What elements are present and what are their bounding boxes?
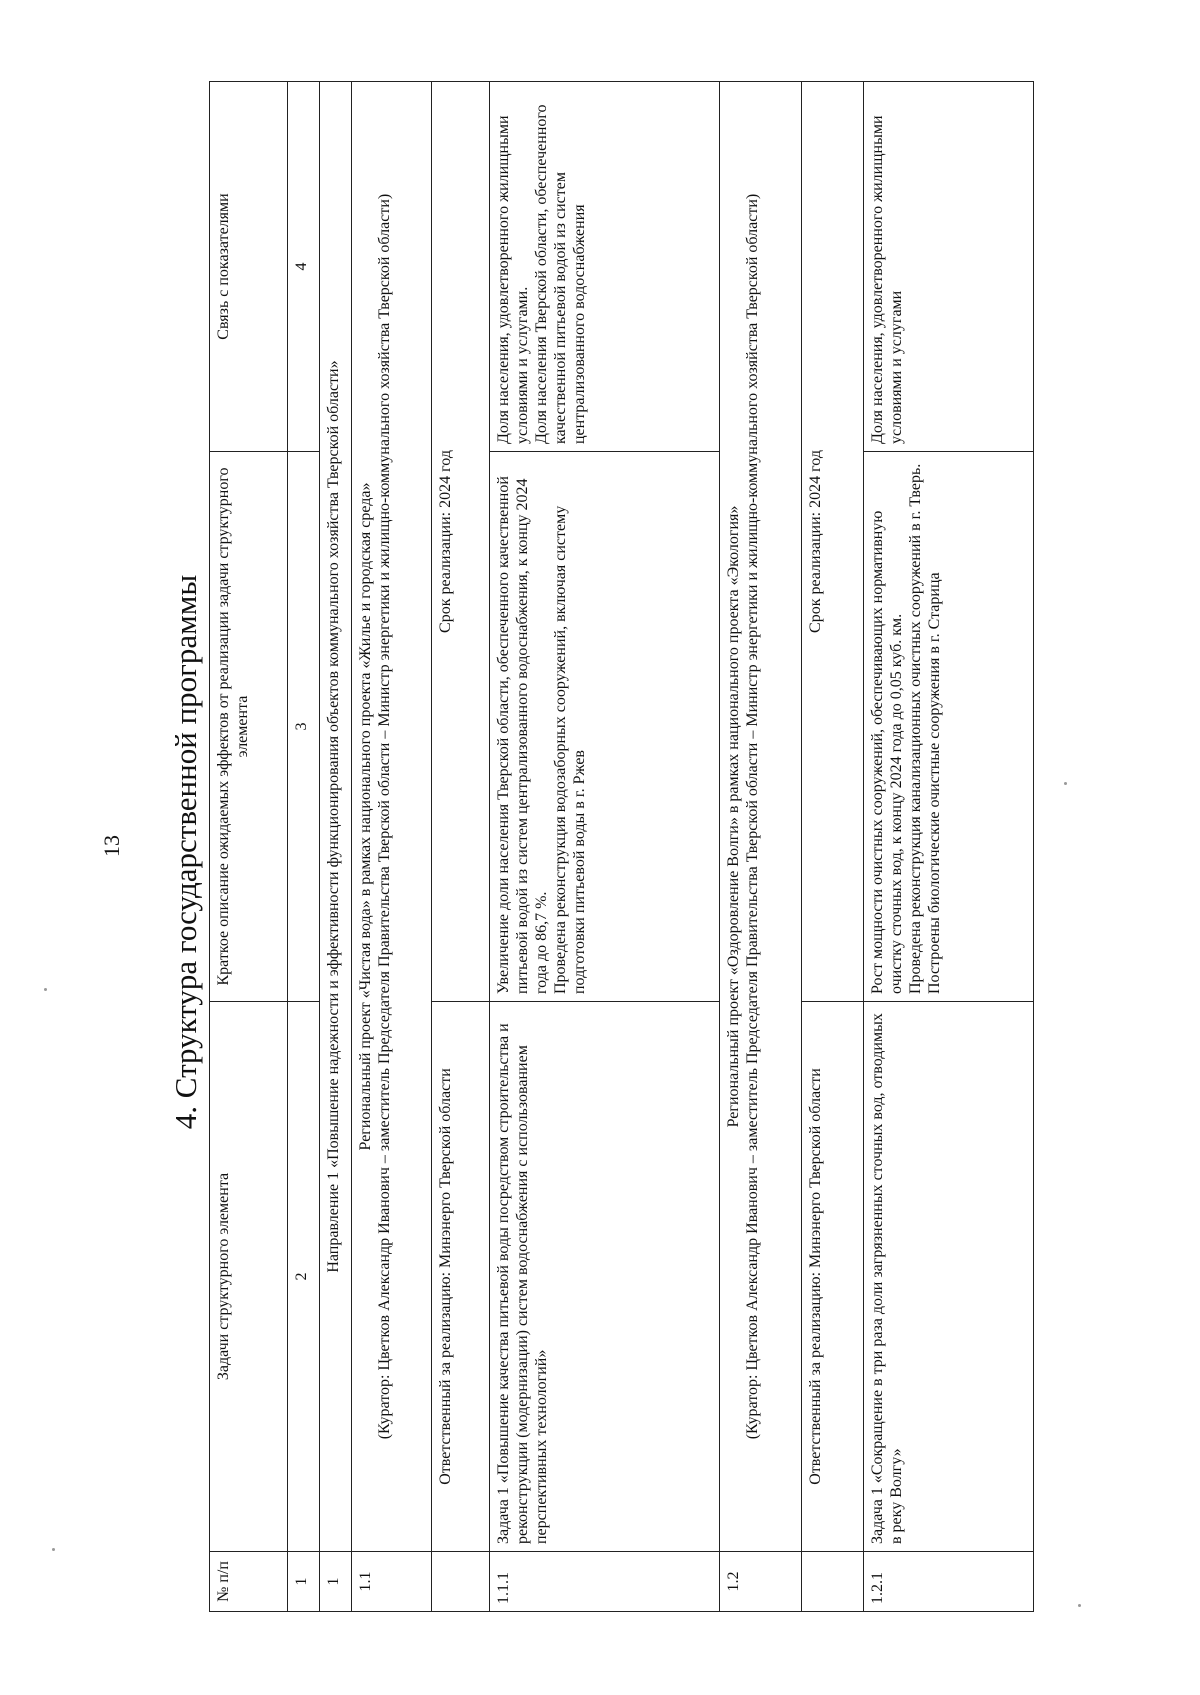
structure-table-rotated	[209, 82, 1041, 1612]
task-1-2-1-links	[864, 82, 1034, 452]
direction-text: Направление 1 «Повышение надежности и эффективности функционирования объектов коммунального хозяйства Тверской области»	[320, 82, 352, 1552]
project-2-responsible: Ответственный за реализацию: Минэнерго Тверской области	[802, 1002, 864, 1552]
task-1-1-1-effect-1: Увеличение доли населения Тверской области, обеспеченного качественной питьевой водой из систем централизованного водоснабжения, к концу 2024 года до 86,7 %.	[495, 476, 550, 994]
task-1-2-1-link-1: Доля населения, удовлетворенного жилищными условиями и услугами	[869, 115, 905, 444]
scan-speck	[1078, 1604, 1081, 1607]
task-1-1-1-link-1: Доля населения, удовлетворенного жилищными условиями и услугами.	[495, 115, 531, 444]
task-1-2-1-effect-1: Рост мощности очистных сооружений, обеспечивающих нормативную очистку сточных вод, к концу 2024 года до 0,05 куб. км.	[869, 510, 905, 994]
project-1-responsible: Ответственный за реализацию: Минэнерго Тверской области	[432, 1002, 490, 1552]
task-1-1-1-text: Задача 1 «Повышение качества питьевой воды посредством строительства и реконструкции (модернизации) систем водоснабжения с использованием перспективных технологий»	[490, 1002, 720, 1552]
task-1-1-1-effects	[490, 452, 720, 1002]
table-colnum-row	[288, 82, 320, 1612]
project-1-meta-empty	[432, 1552, 490, 1612]
colnum-1: 1	[288, 1552, 320, 1612]
project-2-curator: (Куратор: Цветков Александр Иванович – заместитель Председателя Правительства Тверской области – Министр энергетики и жилищно-коммунального хозяйства Тверской области)	[744, 193, 761, 1440]
project-1-num: 1.1	[352, 1552, 432, 1612]
task-1-2-1-row	[864, 82, 1034, 1612]
project-1-term: Срок реализации: 2024 год	[432, 82, 490, 1002]
header-num: № п/п	[210, 1552, 288, 1612]
scan-speck	[44, 988, 47, 991]
project-2-num: 1.2	[720, 1552, 802, 1612]
task-1-2-1-effect-2: Проведена реконструкция канализационных очистных сооружений в г. Тверь.	[907, 463, 924, 994]
task-1-1-1-link-2: Доля населения Тверской области, обеспеченного качественной питьевой водой из систем централизованного водоснабжения	[533, 104, 588, 444]
project-1-curator: (Куратор: Цветков Александр Иванович – заместитель Председателя Правительства Тверской области – Министр энергетики и жилищно-коммунального хозяйства Тверской области)	[376, 193, 393, 1440]
header-link: Связь с показателями	[210, 82, 288, 452]
project-2-text	[720, 82, 802, 1552]
project-2-meta-row	[802, 82, 864, 1612]
task-1-1-1-num: 1.1.1	[490, 1552, 720, 1612]
project-1-title: Региональный проект «Чистая вода» в рамках национального проекта «Жилье и городская среда»	[357, 482, 374, 1151]
task-1-2-1-num: 1.2.1	[864, 1552, 1034, 1612]
task-1-1-1-links	[490, 82, 720, 452]
colnum-2: 2	[288, 1002, 320, 1552]
header-effects: Краткое описание ожидаемых эффектов от реализации задачи структурного элемента	[210, 452, 288, 1002]
project-2-term: Срок реализации: 2024 год	[802, 82, 864, 1002]
page-number: 13	[99, 835, 124, 857]
task-1-2-1-effects	[864, 452, 1034, 1002]
project-2-title: Региональный проект «Оздоровление Волги» в рамках национального проекта «Экология»	[725, 505, 742, 1128]
direction-row	[320, 82, 352, 1612]
task-1-1-1-row	[490, 82, 720, 1612]
header-tasks: Задачи структурного элемента	[210, 1002, 288, 1552]
task-1-2-1-text: Задача 1 «Сокращение в три раза доли загрязненных сточных вод, отводимых в реку Волгу»	[864, 1002, 1034, 1552]
structure-table	[209, 81, 1034, 1612]
colnum-3: 3	[288, 452, 320, 1002]
project-2-meta-empty	[802, 1552, 864, 1612]
project-1-row	[352, 82, 432, 1612]
project-1-meta-row	[432, 82, 490, 1612]
table-header-row	[210, 82, 288, 1612]
scan-speck	[1064, 782, 1067, 785]
project-2-row	[720, 82, 802, 1612]
project-1-text	[352, 82, 432, 1552]
direction-num: 1	[320, 1552, 352, 1612]
task-1-1-1-effect-2: Проведена реконструкция водозаборных сооружений, включая систему подготовки питьевой воды в г. Ржев	[552, 505, 588, 994]
page-title: 4. Структура государственной программы	[168, 574, 203, 1130]
colnum-4: 4	[288, 82, 320, 452]
scan-speck	[52, 1548, 55, 1551]
task-1-2-1-effect-3: Построены биологические очистные сооружения в г. Старица	[926, 572, 943, 994]
